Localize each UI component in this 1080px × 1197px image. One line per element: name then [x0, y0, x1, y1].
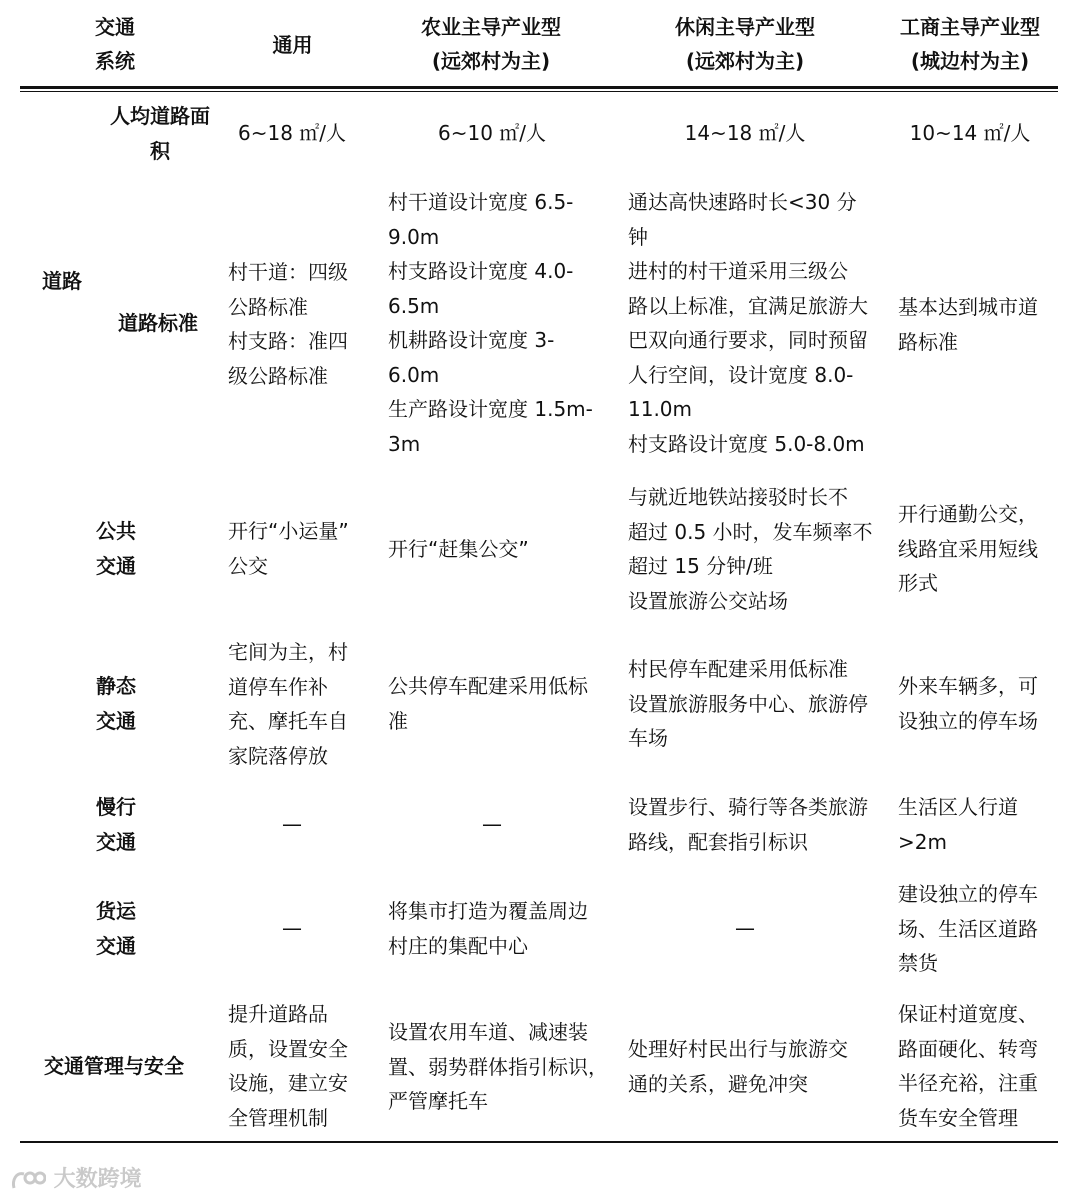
header-transport-system: 交通 系统	[95, 15, 135, 73]
slow-traffic-general: —	[282, 812, 302, 836]
row-label-road-standard: 道路标准	[118, 311, 198, 335]
header-commerce: 工商主导产业型 (城边村为主)	[900, 15, 1040, 73]
public-transit-general: 开行“小运量” 公交	[228, 519, 349, 578]
group-road: 道路	[42, 269, 82, 293]
watermark-text: 大数跨境	[53, 1167, 142, 1192]
static-traffic-commerce: 外来车辆多，可 设独立的停车场	[898, 674, 1038, 733]
management-safety-leisure: 处理好村民出行与旅游交 通的关系，避免冲突	[628, 1037, 848, 1096]
public-transit-agriculture: 开行“赶集公交”	[388, 537, 529, 561]
road-area-general: 6~18 ㎡/人	[237, 121, 347, 145]
watermark-logo-icon	[10, 1168, 46, 1192]
road-area-leisure: 14~18 ㎡/人	[684, 121, 806, 145]
management-safety-commerce: 保证村道宽度、 路面硬化、转弯 半径充裕，注重 货车安全管理	[898, 1002, 1038, 1130]
static-traffic-general: 宅间为主，村 道停车作补 充、摩托车自 家院落停放	[228, 640, 348, 768]
public-transit-leisure: 与就近地铁站接驳时长不 超过 0.5 小时，发车频率不 超过 15 分钟/班 设置旅游公交站场	[628, 485, 873, 613]
road-area-agriculture: 6~10 ㎡/人	[437, 121, 547, 145]
watermark	[10, 1162, 142, 1193]
row-label-road-area: 人均道路面 积	[110, 104, 210, 163]
row-label-slow-traffic: 慢行 交通	[96, 795, 136, 854]
row-label-management-safety: 交通管理与安全	[44, 1054, 184, 1078]
header-general: 通用	[272, 33, 313, 57]
freight-commerce: 建设独立的停车 场、生活区道路 禁货	[898, 882, 1038, 975]
static-traffic-leisure: 村民停车配建采用低标准 设置旅游服务中心、旅游停 车场	[628, 657, 868, 750]
management-safety-general: 提升道路品 质，设置安全 设施，建立安 全管理机制	[228, 1002, 348, 1130]
management-safety-agriculture: 设置农用车道、减速装 置、弱势群体指引标识， 严管摩托车	[388, 1020, 608, 1113]
slow-traffic-commerce: 生活区人行道 >2m	[898, 795, 1018, 854]
road-standard-agriculture: 村干道设计宽度 6.5- 9.0m 村支路设计宽度 4.0- 6.5m 机耕路设计宽度 3- 6.0m 生产路设计宽度 1.5m- 3m	[388, 190, 593, 456]
slow-traffic-leisure: 设置步行、骑行等各类旅游 路线，配套指引标识	[628, 795, 868, 854]
slow-traffic-agriculture: —	[482, 812, 502, 836]
static-traffic-agriculture: 公共停车配建采用低标 准	[388, 674, 588, 733]
public-transit-commerce: 开行通勤公交， 线路宜采用短线 形式	[898, 502, 1038, 595]
header-agriculture: 农业主导产业型 (远郊村为主)	[421, 15, 561, 73]
road-area-commerce: 10~14 ㎡/人	[909, 121, 1031, 145]
header-rule-bottom	[20, 91, 1058, 92]
freight-agriculture: 将集市打造为覆盖周边 村庄的集配中心	[388, 899, 588, 958]
header-rule-top	[20, 86, 1058, 89]
road-standard-general: 村干道：四级 公路标准 村支路：准四 级公路标准	[228, 260, 348, 388]
header-leisure: 休闲主导产业型 (远郊村为主)	[675, 15, 815, 73]
freight-general: —	[282, 916, 302, 940]
row-label-freight: 货运 交通	[96, 899, 136, 958]
road-standard-commerce: 基本达到城市道 路标准	[898, 295, 1038, 354]
freight-leisure: —	[735, 916, 755, 940]
row-label-static-traffic: 静态 交通	[96, 674, 136, 733]
row-label-public-transit: 公共 交通	[96, 519, 136, 578]
table-bottom-rule	[20, 1141, 1058, 1143]
road-standard-leisure: 通达高快速路时长<30 分 钟 进村的村干道采用三级公 路以上标准，宜满足旅游大 巴双向通行要求，同时预留 人行空间，设计宽度 8.0- 11.0m 村支路设计宽度 5.0-8.0m	[628, 190, 868, 456]
